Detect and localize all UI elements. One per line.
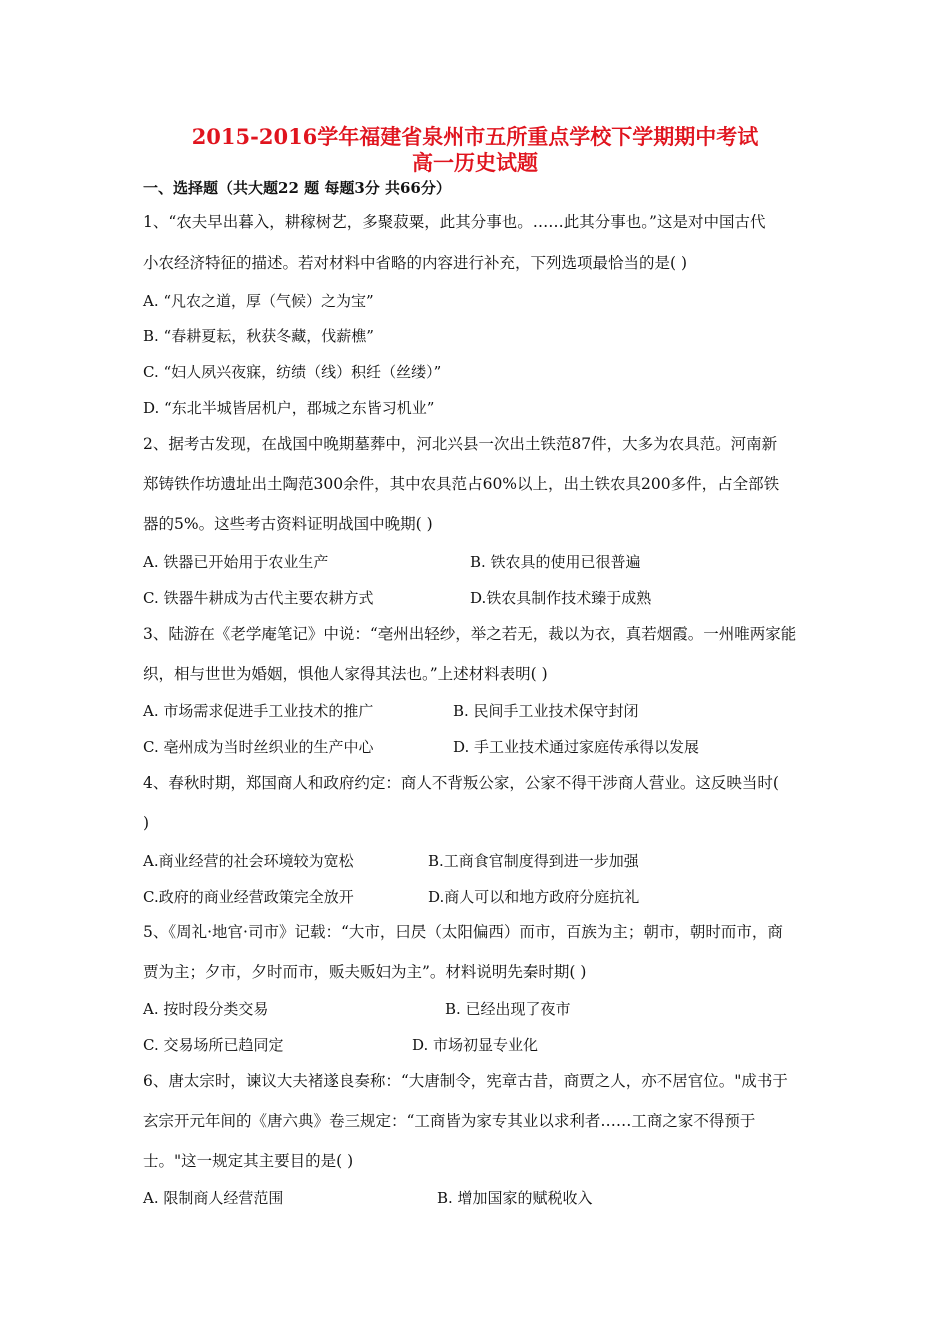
q1-stem-line1: 1、“农夫早出暮入，耕稼树艺，多聚菽粟，此其分事也。……此其分事也。”这是对中国古代 [143, 213, 766, 231]
q1-option-b: B. “春耕夏耘，秋获冬藏，伐薪樵” [143, 327, 374, 345]
q2-stem-line2: 郑铸铁作坊遗址出土陶范300余件，其中农具范占60%以上，出土铁农具200多件，占全部铁 [143, 475, 780, 493]
q5-stem-line2: 贾为主；夕市，夕时而市，贩夫贩妇为主”。材料说明先秦时期( ) [143, 963, 587, 981]
q2-option-d: D.铁农具制作技术臻于成熟 [470, 589, 652, 607]
q6-stem-line1: 6、唐太宗时，谏议大夫褚遂良奏称：“大唐制令，宪章古昔，商贾之人，亦不居官位。"成书于 [143, 1072, 788, 1090]
section-heading: 一、选择题（共大题22 题 每题3分 共66分） [143, 179, 451, 197]
q6-option-b: B. 增加国家的赋税收入 [437, 1189, 593, 1207]
q3-option-d: D. 手工业技术通过家庭传承得以发展 [453, 738, 700, 756]
q3-option-b: B. 民间手工业技术保守封闭 [453, 702, 639, 720]
q4-option-a: A.商业经营的社会环境较为宽松 [143, 852, 354, 870]
q4-option-b: B.工商食官制度得到进一步加强 [428, 852, 639, 870]
q5-stem-line1: 5、《周礼·地官·司市》记载：“大市，曰昃（太阳偏西）而市，百族为主；朝市，朝时而市，商 [143, 923, 783, 941]
q5-option-a: A. 按时段分类交易 [143, 1000, 269, 1018]
q1-stem-line2: 小农经济特征的描述。若对材料中省略的内容进行补充，下列选项最恰当的是( ) [143, 254, 688, 272]
q4-option-d: D.商人可以和地方政府分庭抗礼 [428, 888, 640, 906]
q2-option-b: B. 铁农具的使用已很普遍 [470, 553, 641, 571]
q4-stem-line1: 4、春秋时期，郑国商人和政府约定：商人不背叛公家，公家不得干涉商人营业。这反映当时( [143, 774, 779, 792]
q3-stem-line2: 织，相与世世为婚姻，惧他人家得其法也。”上述材料表明( ) [143, 665, 548, 683]
q5-option-d: D. 市场初显专业化 [412, 1036, 539, 1054]
q5-option-b: B. 已经出现了夜市 [445, 1000, 571, 1018]
q2-option-c: C. 铁器牛耕成为古代主要农耕方式 [143, 589, 374, 607]
q1-option-a: A. “凡农之道，厚（气候）之为宝” [143, 292, 374, 310]
q3-option-c: C. 亳州成为当时丝织业的生产中心 [143, 738, 374, 756]
q1-option-c: C. “妇人夙兴夜寐，纺绩（线）积纴（丝缕）” [143, 363, 442, 381]
q2-stem-line3: 器的5%。这些考古资料证明战国中晚期( ) [143, 515, 433, 533]
q2-stem-line1: 2、据考古发现，在战国中晚期墓葬中，河北兴县一次出土铁范87件，大多为农具范。河南新 [143, 435, 778, 453]
exam-title: 2015-2016学年福建省泉州市五所重点学校下学期期中考试 [191, 124, 759, 149]
q5-option-c: C. 交易场所已趋同定 [143, 1036, 284, 1054]
q6-stem-line3: 士。"这一规定其主要目的是( ) [143, 1152, 354, 1170]
q6-stem-line2: 玄宗开元年间的《唐六典》卷三规定：“工商皆为家专其业以求利者……工商之家不得预于 [143, 1112, 756, 1130]
q2-option-a: A. 铁器已开始用于农业生产 [143, 553, 329, 571]
q4-option-c: C.政府的商业经营政策完全放开 [143, 888, 354, 906]
q4-stem-line2: ) [143, 814, 150, 832]
q3-stem-line1: 3、陆游在《老学庵笔记》中说：“亳州出轻纱，举之若无，裁以为衣，真若烟霞。一州唯两家能 [143, 625, 797, 643]
q3-option-a: A. 市场需求促进手工业技术的推广 [143, 702, 374, 720]
q1-option-d: D. “东北半城皆居机户，郡城之东皆习机业” [143, 399, 435, 417]
exam-subtitle: 高一历史试题 [412, 150, 538, 175]
q6-option-a: A. 限制商人经营范围 [143, 1189, 284, 1207]
